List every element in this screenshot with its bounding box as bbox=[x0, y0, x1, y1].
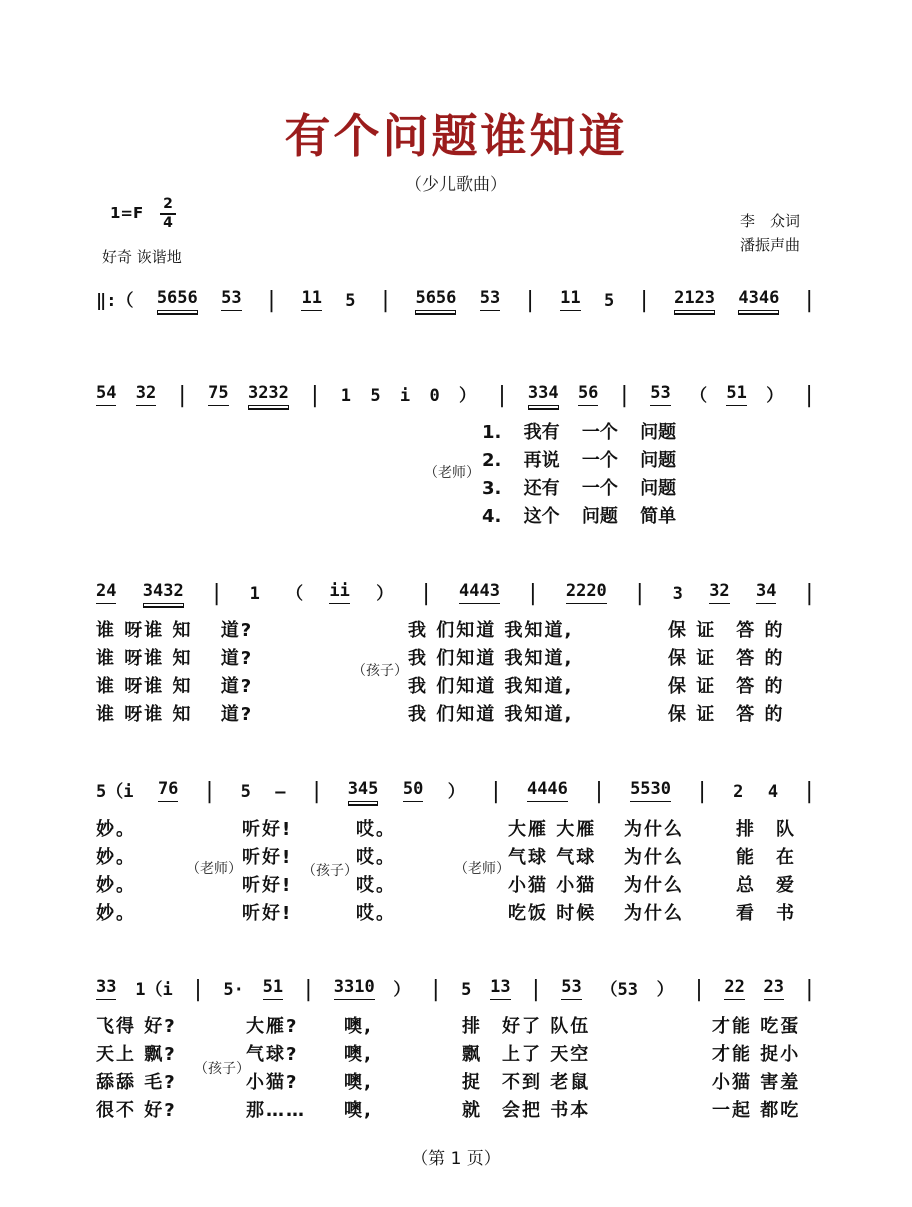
lyricist-credit: 李 众词 bbox=[740, 212, 801, 230]
barline: | bbox=[523, 288, 537, 313]
note-group: 53 bbox=[561, 977, 581, 1000]
barline: | bbox=[802, 581, 816, 606]
lyric: 大雁? bbox=[246, 1016, 299, 1037]
note: 2 bbox=[733, 782, 744, 802]
paren: （ bbox=[690, 386, 708, 406]
lyric: 哎。 bbox=[356, 819, 396, 840]
verse-line: 1. 我有 一个 问题 bbox=[482, 422, 677, 443]
lyric: 我 们知道 我知道, bbox=[408, 620, 574, 641]
barline: | bbox=[378, 288, 393, 313]
note: 5 bbox=[370, 386, 381, 406]
barline: | bbox=[592, 779, 606, 804]
barline: | bbox=[309, 779, 324, 804]
lyric: 听好! bbox=[242, 819, 293, 840]
note-group: 2220 bbox=[566, 581, 607, 604]
lyric: 能 在 bbox=[736, 847, 796, 868]
paren: ） bbox=[766, 386, 784, 406]
lyric: 保 证 答 的 bbox=[668, 676, 785, 697]
lyric: 天上 飘? bbox=[96, 1044, 177, 1065]
role-child: （孩子） bbox=[302, 863, 358, 879]
lyric: 才能 捉小 bbox=[712, 1044, 801, 1065]
page-number: （第 1 页） bbox=[411, 1149, 501, 1169]
key-signature: 1=F bbox=[110, 204, 144, 222]
lyric: 排 队 bbox=[736, 819, 796, 840]
note-group: 51 bbox=[263, 977, 283, 1000]
lyric: 我 们知道 我知道, bbox=[408, 704, 574, 725]
lyric: 气球 气球 bbox=[508, 847, 597, 868]
barline: | bbox=[802, 977, 816, 1002]
lyric: 保 证 答 的 bbox=[668, 620, 785, 641]
notation-line-5 bbox=[96, 975, 816, 1000]
barline: | bbox=[489, 779, 503, 804]
lyric: 才能 吃蛋 bbox=[712, 1016, 801, 1037]
lyric: 飘 上了 天空 bbox=[462, 1044, 591, 1065]
note-group: 56 bbox=[578, 383, 598, 406]
barline: | bbox=[526, 581, 540, 606]
dash: — bbox=[275, 782, 286, 802]
note-group: 4446 bbox=[527, 779, 568, 802]
lyric: 噢, bbox=[344, 1100, 373, 1121]
note: 3 bbox=[672, 584, 683, 604]
lyric: 妙。 bbox=[96, 819, 136, 840]
lyric: 妙。 bbox=[96, 847, 136, 868]
notation-line-2 bbox=[96, 381, 816, 406]
note-group: 33 bbox=[96, 977, 116, 1000]
note-group: 54 bbox=[96, 383, 116, 406]
lyric: 大雁 大雁 bbox=[508, 819, 597, 840]
note-group: 75 bbox=[208, 383, 228, 406]
lyric: 为什么 bbox=[624, 875, 684, 896]
barline: | bbox=[637, 288, 651, 313]
lyric: 小猫 害羞 bbox=[712, 1072, 801, 1093]
lyric: 保 证 答 的 bbox=[668, 648, 785, 669]
lyric: 噢, bbox=[344, 1044, 373, 1065]
note: 1 bbox=[249, 584, 260, 604]
lyric: 哎。 bbox=[356, 847, 396, 868]
barline: | bbox=[419, 581, 433, 606]
note-group: ii bbox=[329, 581, 349, 604]
lyric: 我 们知道 我知道, bbox=[408, 676, 574, 697]
paren: （ bbox=[286, 584, 304, 604]
note-group: 3232 bbox=[248, 383, 289, 406]
lyric: 听好! bbox=[242, 903, 293, 924]
lyric: 谁 呀谁 知 道? bbox=[96, 620, 254, 641]
note-group: （53 bbox=[600, 980, 638, 1000]
note: 5 bbox=[603, 291, 615, 311]
note-group: 3432 bbox=[143, 581, 184, 604]
note-group: 11 bbox=[301, 288, 321, 311]
lyric: 气球? bbox=[246, 1044, 299, 1065]
note: 5 bbox=[240, 782, 251, 802]
lyric: 小猫? bbox=[246, 1072, 299, 1093]
note-group: 5656 bbox=[157, 288, 198, 311]
note-group: 13 bbox=[490, 977, 510, 1000]
note-group: 50 bbox=[403, 779, 423, 802]
barline: | bbox=[692, 977, 706, 1002]
notation-line-1 bbox=[96, 286, 816, 311]
note-group: 76 bbox=[158, 779, 178, 802]
time-signature bbox=[160, 197, 176, 231]
barline: | bbox=[529, 977, 543, 1002]
barline: | bbox=[802, 288, 816, 313]
note: 5 bbox=[461, 980, 472, 1000]
note-group: 53 bbox=[650, 383, 670, 406]
paren: ） bbox=[447, 782, 465, 802]
note-group: 53 bbox=[221, 288, 241, 311]
note-group: 23 bbox=[764, 977, 784, 1000]
verse-line: 2. 再说 一个 问题 bbox=[482, 450, 677, 471]
lyric: 哎。 bbox=[356, 875, 396, 896]
barline: | bbox=[210, 581, 224, 606]
lyric: 谁 呀谁 知 道? bbox=[96, 648, 254, 669]
notation-line-3 bbox=[96, 579, 816, 604]
barline: | bbox=[633, 581, 647, 606]
lyric: 看 书 bbox=[736, 903, 796, 924]
time-bottom: 4 bbox=[163, 214, 173, 231]
note: 1 bbox=[340, 386, 352, 406]
note-group: 32 bbox=[709, 581, 729, 604]
note-group: 2123 bbox=[674, 288, 715, 311]
note-group: 32 bbox=[136, 383, 156, 406]
lyric: 保 证 答 的 bbox=[668, 704, 785, 725]
lyric: 一起 都吃 bbox=[712, 1100, 801, 1121]
lyric: 谁 呀谁 知 道? bbox=[96, 704, 254, 725]
lyric: 舔舔 毛? bbox=[96, 1072, 177, 1093]
lyric: 噢, bbox=[344, 1072, 373, 1093]
note-group: 5530 bbox=[630, 779, 671, 802]
role-child: （孩子） bbox=[352, 663, 408, 679]
repeat-open: ‖:（ bbox=[96, 291, 134, 311]
lyric: 小猫 小猫 bbox=[508, 875, 597, 896]
lyric: 那…… bbox=[246, 1100, 306, 1121]
paren: ） bbox=[656, 980, 674, 1000]
note: 5· bbox=[223, 980, 244, 1000]
note-group: 24 bbox=[96, 581, 116, 604]
paren: ） bbox=[459, 386, 477, 406]
lyric: 我 们知道 我知道, bbox=[408, 648, 574, 669]
paren: ） bbox=[376, 584, 394, 604]
barline: | bbox=[301, 977, 316, 1002]
role-teacher: （老师） bbox=[454, 861, 510, 877]
note-group: 5656 bbox=[415, 288, 456, 311]
note-group: 53 bbox=[480, 288, 500, 311]
barline: | bbox=[308, 383, 322, 408]
lyric: 总 爱 bbox=[736, 875, 796, 896]
song-subtitle: （少儿歌曲） bbox=[405, 175, 507, 195]
note-group: 3310 bbox=[334, 977, 375, 1000]
role-teacher: （老师） bbox=[424, 465, 480, 481]
note-group: 22 bbox=[724, 977, 744, 1000]
note-group: 345 bbox=[348, 779, 379, 802]
role-child: （孩子） bbox=[194, 1061, 250, 1077]
barline: | bbox=[429, 977, 443, 1002]
lyric: 飞得 好? bbox=[96, 1016, 177, 1037]
lyric: 妙。 bbox=[96, 875, 136, 896]
barline: | bbox=[695, 779, 709, 804]
barline: | bbox=[802, 779, 816, 804]
time-top: 2 bbox=[163, 196, 173, 212]
lyric: 噢, bbox=[344, 1016, 373, 1037]
tempo-marking: 好奇 诙谐地 bbox=[102, 248, 182, 266]
lyric: 捉 不到 老鼠 bbox=[462, 1072, 591, 1093]
note: 5（i bbox=[96, 782, 134, 802]
composer-credit: 潘振声曲 bbox=[740, 236, 801, 254]
verse-line: 3. 还有 一个 问题 bbox=[482, 478, 677, 499]
note-group: 4443 bbox=[459, 581, 500, 604]
barline: | bbox=[802, 383, 816, 408]
lyric: 妙。 bbox=[96, 903, 136, 924]
note-group: 334 bbox=[528, 383, 559, 406]
lyric: 哎。 bbox=[356, 903, 396, 924]
note: i bbox=[399, 386, 411, 406]
lyric: 就 会把 书本 bbox=[462, 1100, 591, 1121]
note: 4 bbox=[767, 782, 779, 802]
barline: | bbox=[495, 383, 509, 408]
song-title: 有个问题谁知道 bbox=[284, 109, 628, 163]
note-group: 4346 bbox=[738, 288, 779, 311]
paren: ） bbox=[393, 980, 411, 1000]
barline: | bbox=[617, 383, 631, 408]
note: 0 bbox=[429, 386, 440, 406]
note: 1（i bbox=[135, 980, 173, 1000]
notation-line-4 bbox=[96, 777, 816, 802]
barline: | bbox=[191, 977, 205, 1002]
barline: | bbox=[175, 383, 189, 408]
lyric: 吃饭 时候 bbox=[508, 903, 597, 924]
lyric: 为什么 bbox=[624, 847, 684, 868]
lyric: 听好! bbox=[242, 875, 293, 896]
note-group: 34 bbox=[756, 581, 776, 604]
note-group: 11 bbox=[560, 288, 580, 311]
barline: | bbox=[264, 288, 279, 313]
note-group: 51 bbox=[726, 383, 746, 406]
verse-line: 4. 这个 问题 简单 bbox=[482, 506, 677, 527]
lyric: 为什么 bbox=[624, 903, 684, 924]
lyric: 谁 呀谁 知 道? bbox=[96, 676, 254, 697]
note: 5 bbox=[345, 291, 356, 311]
role-teacher: （老师） bbox=[186, 861, 242, 877]
lyric: 排 好了 队伍 bbox=[462, 1016, 591, 1037]
lyric: 听好! bbox=[242, 847, 293, 868]
lyric: 为什么 bbox=[624, 819, 684, 840]
barline: | bbox=[202, 779, 217, 804]
lyric: 很不 好? bbox=[96, 1100, 177, 1121]
